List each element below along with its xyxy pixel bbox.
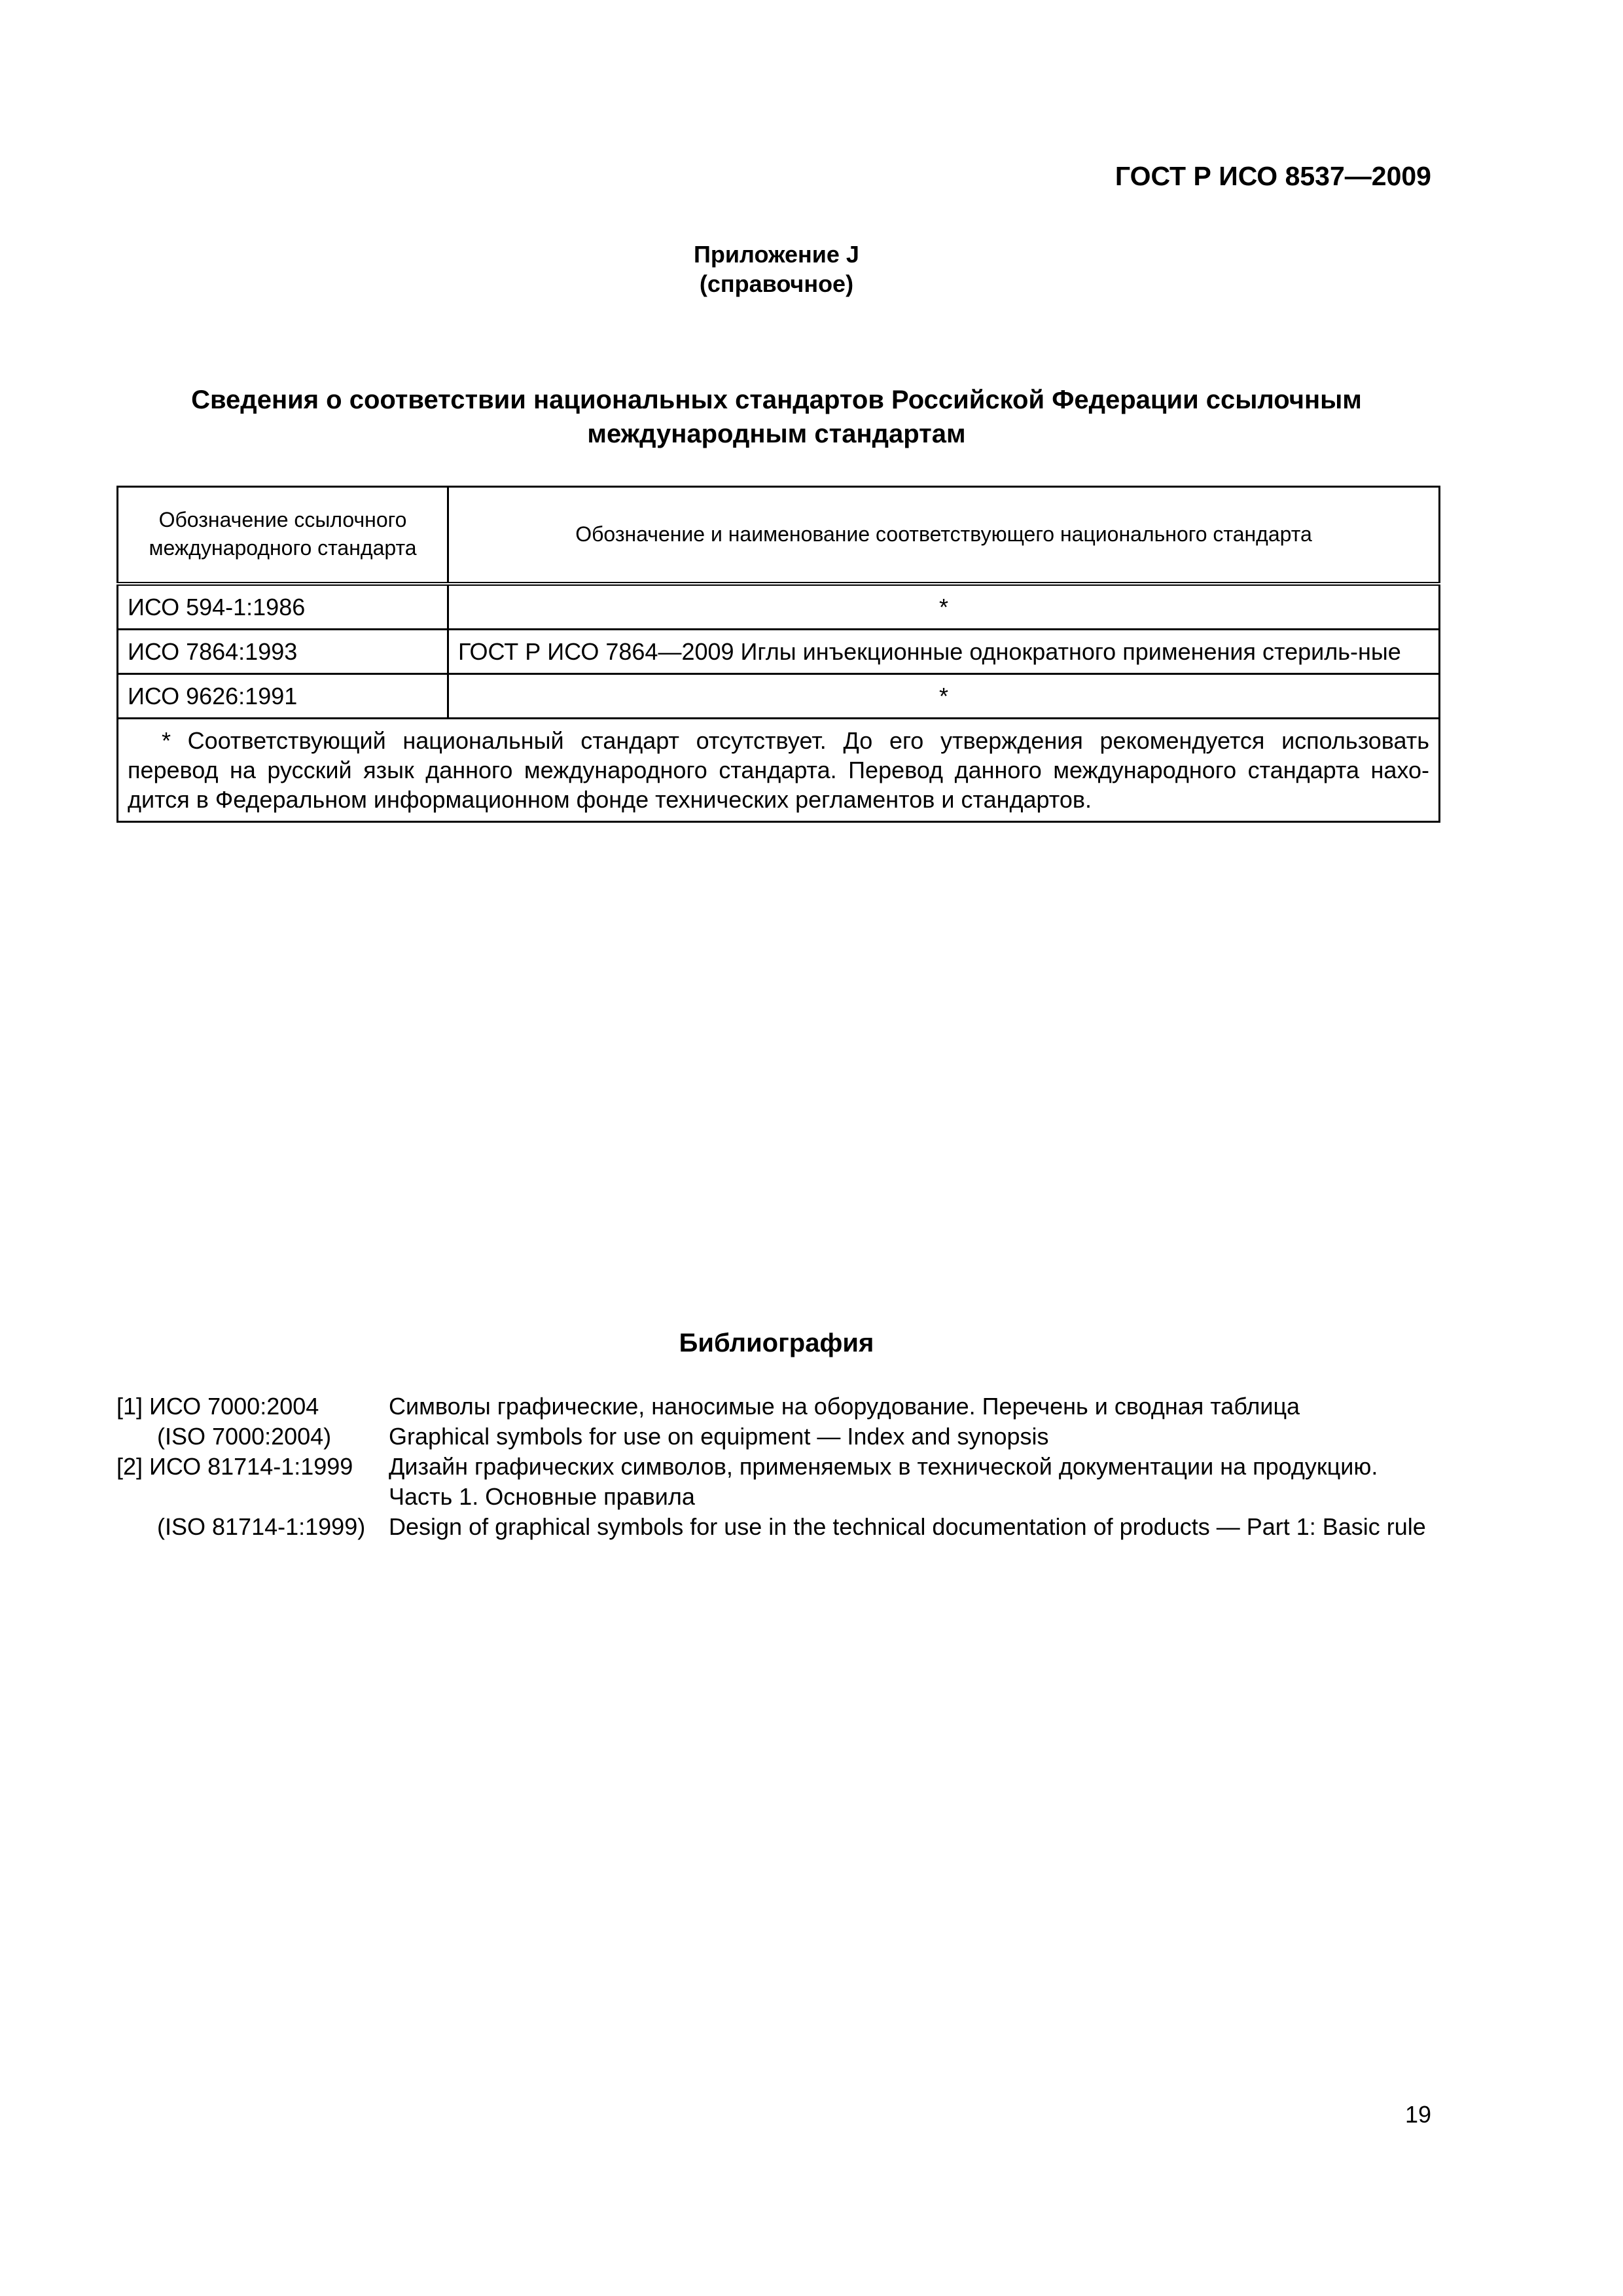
appendix-type: (справочное) [699,270,854,297]
bibliography-entry [116,1452,1445,1512]
document-code: ГОСТ Р ИСО 8537—2009 [1115,161,1431,191]
table-header-row [118,487,1440,584]
bibliography-title: Библиография [679,1329,874,1357]
ref-standard-cell: ИСО 9626:1991 [118,674,448,719]
column-header-ref: Обозначение ссылочного международного стандарта [118,487,448,584]
ref-standard-cell: ИСО 7864:1993 [118,630,448,674]
bibliography-entry [116,1391,1445,1422]
table-row [118,584,1440,630]
table-note [118,719,1440,822]
bibliography-text: Символы графические, наносимые на оборудование. Перечень и сводная таблица [389,1393,1300,1420]
national-standard-cell: * [448,674,1440,719]
bibliography-text: Graphical symbols for use on equipment — Index and synopsis [389,1423,1049,1450]
bibliography-entry [116,1512,1445,1542]
ref-standard-cell: ИСО 594-1:1986 [118,584,448,630]
table-row [118,630,1440,674]
national-standard-cell: * [448,584,1440,630]
standards-table [116,486,1440,823]
bibliography-code: (ISO 7000:2004) [157,1423,332,1450]
appendix-heading [0,240,1553,298]
appendix-title: Приложение J [694,241,859,268]
section-title: Сведения о соответствии национальных стандартов Российской Федерации ссылочным международным стандартам [191,386,1362,448]
bibliography-code: [1] ИСО 7000:2004 [116,1393,319,1420]
bibliography-text: Design of graphical symbols for use in the technical documentation of products — Part 1: Basic rule [389,1513,1426,1540]
bibliography-text: Дизайн графических символов, применяемых в технической документации на продукцию. Часть 1. Основные правила [389,1453,1378,1510]
column-header-national: Обозначение и наименование соответствующего национального стандарта [448,487,1440,584]
bibliography-code: (ISO 81714-1:1999) [157,1513,366,1540]
bibliography-code: [2] ИСО 81714-1:1999 [116,1453,353,1480]
table-note-text: * Соответствующий национальный стандарт отсутствует. До его утверждения рекомендуется использовать перевод на русский язык данного международного стандарта. Перевод данного международного стандарта нахо-дится в Федеральном информационном фонде технических регламентов и стандартов. [128,727,1429,813]
table-row [118,674,1440,719]
table-note-row [118,719,1440,822]
page-number: 19 [1404,2101,1431,2128]
bibliography-list [116,1391,1445,1542]
bibliography-entry [116,1422,1445,1452]
national-standard-cell: ГОСТ Р ИСО 7864—2009 Иглы инъекционные однократного применения стериль-ные [448,630,1440,674]
